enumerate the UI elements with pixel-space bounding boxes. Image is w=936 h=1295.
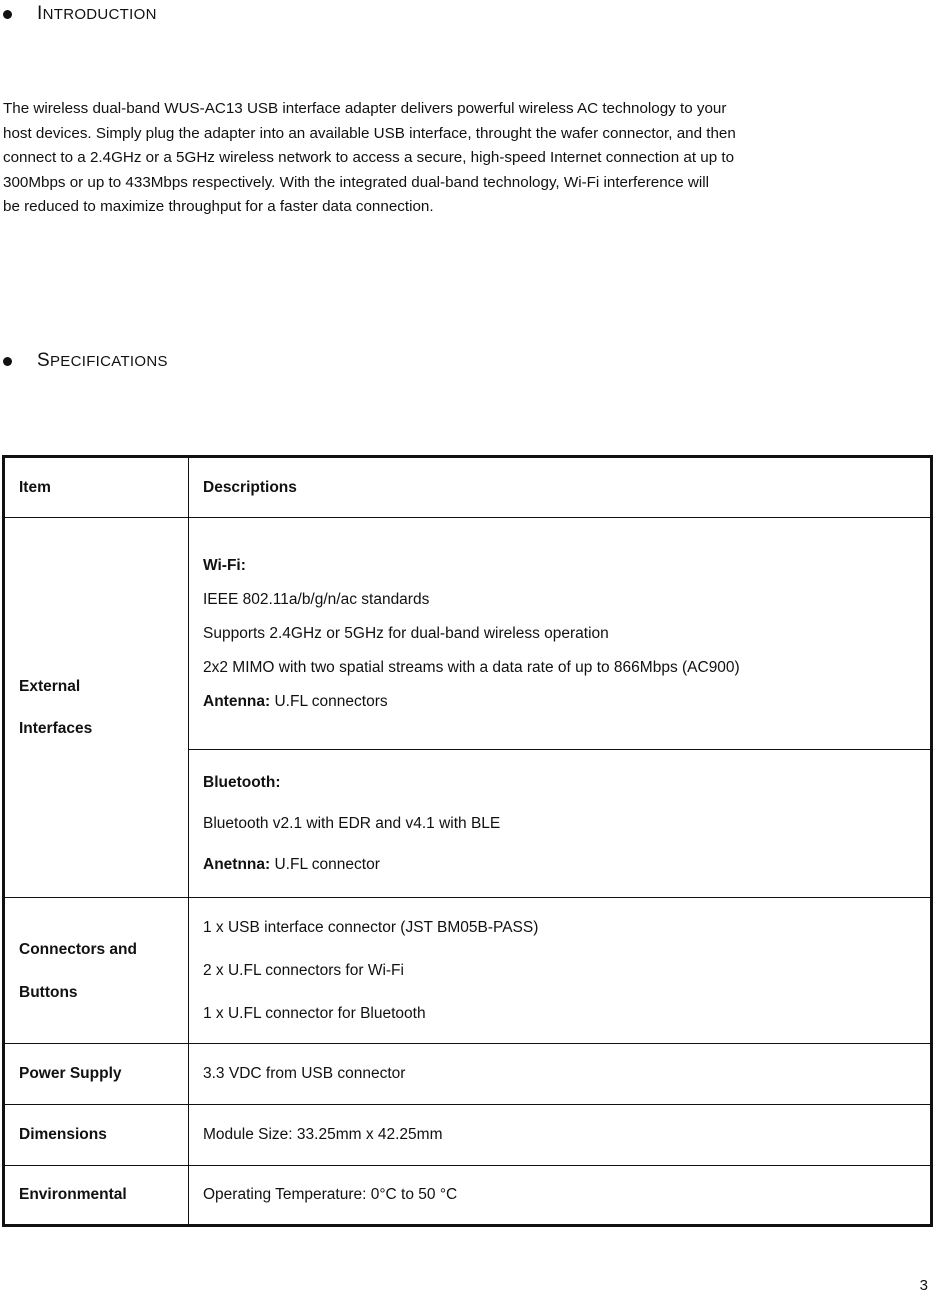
wifi-antenna [203,685,916,719]
antenna-label: Antenna: [203,692,271,710]
connector-line: 1 x USB interface connector (JST BM05B-PASS) [203,919,539,936]
connectors-label [4,898,189,1044]
environmental-value: Operating Temperature: 0°C to 50 °C [189,1166,932,1226]
table-row-environmental [4,1166,932,1226]
bluetooth-title: Bluetooth: [203,774,281,791]
environmental-label: Environmental [4,1166,189,1226]
intro-line: 300Mbps or up to 433Mbps respectively. With the integrated dual-band technology, Wi-Fi interference will [3,173,710,191]
antenna-value: U.FL connectors [270,692,388,710]
power-label: Power Supply [4,1044,189,1105]
connector-line: 2 x U.FL connectors for Wi-Fi [203,962,404,979]
external-interfaces-label [4,518,189,898]
wifi-line: Supports 2.4GHz or 5GHz for dual-band wireless operation [203,624,609,642]
label-line: External [19,677,81,695]
wifi-cell [189,518,932,750]
power-value: 3.3 VDC from USB connector [189,1044,932,1105]
heading-rest: PECIFICATIONS [49,352,168,370]
specifications-table [2,455,933,1227]
header-descriptions: Descriptions [189,457,932,518]
table-header-row [4,457,932,518]
label-line: Connectors and [19,940,137,958]
bluetooth-line: Bluetooth v2.1 with EDR and v4.1 with BLE [203,815,501,832]
table-row-power [4,1044,932,1105]
wifi-line: 2x2 MIMO with two spatial streams with a data rate of up to 866Mbps (AC900) [203,658,740,676]
bullet-icon [3,357,12,366]
antenna-value: U.FL connector [270,856,380,873]
bluetooth-antenna [203,844,916,885]
dimensions-value: Module Size: 33.25mm x 42.25mm [189,1105,932,1166]
wifi-title: Wi-Fi: [203,556,246,574]
page-number: 3 [919,1277,928,1294]
bullet-icon [3,10,12,19]
connector-line: 1 x U.FL connector for Bluetooth [203,1005,426,1022]
header-item: Item [4,457,189,518]
label-line: Interfaces [19,719,93,737]
label-line: Buttons [19,983,78,1001]
heading-first-letter: S [37,350,50,371]
section-heading-introduction [0,3,157,25]
table-row-wifi [4,518,932,750]
table-row-dimensions [4,1105,932,1166]
intro-paragraph [3,97,933,220]
section-heading-specifications [0,350,168,372]
intro-line: connect to a 2.4GHz or a 5GHz wireless network to access a secure, high-speed Internet connection at up to [3,149,735,167]
intro-line: host devices. Simply plug the adapter into an available USB interface, throught the wafer connector, and then [3,124,736,142]
antenna-label: Anetnna: [203,856,271,873]
connectors-cell [189,898,932,1044]
intro-line: The wireless dual-band WUS-AC13 USB interface adapter delivers powerful wireless AC technology to your [3,100,727,117]
bluetooth-cell [189,750,932,898]
table-row-connectors [4,898,932,1044]
dimensions-label: Dimensions [4,1105,189,1166]
intro-line: be reduced to maximize throughput for a faster data connection. [3,198,434,216]
heading-first-letter: I [37,3,43,24]
wifi-line: IEEE 802.11a/b/g/n/ac standards [203,590,430,608]
heading-rest: NTRODUCTION [42,5,157,23]
